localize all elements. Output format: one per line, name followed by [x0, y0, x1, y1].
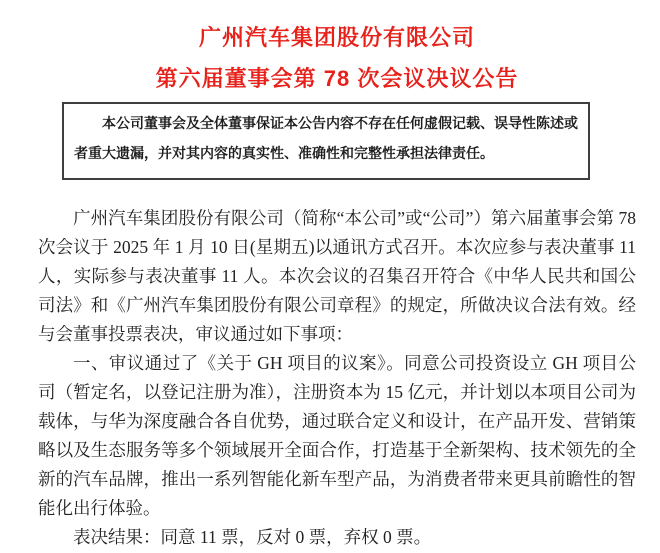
paragraph-meeting-info: 广州汽车集团股份有限公司（简称“本公司”或“公司”）第六届董事会第 78 次会议于 2025 年 1 月 10 日(星期五)以通讯方式召开。本次应参与表决董事 11 人，实际参与表决董事 11 人。本次会议的召集召开符合《中华人民共和国公司法》和《广州汽车集团股份有限公司章程》的规定，所做决议合法有效。经与会董事投票表决，审议通过如下事项： — [38, 208, 636, 344]
meeting-resolution-subtitle: 第六届董事会第 78 次会议决议公告 — [155, 66, 519, 91]
company-name-title: 广州汽车集团股份有限公司 — [198, 25, 475, 50]
document-header — [38, 26, 636, 91]
disclaimer-text: 本公司董事会及全体董事保证本公告内容不存在任何虚假记载、误导性陈述或者重大遗漏，并对其内容的真实性、准确性和完整性承担法律责任。 — [74, 117, 578, 162]
announcement-document — [0, 26, 660, 553]
document-body — [38, 204, 636, 552]
paragraph-gh-project-resolution: 一、审议通过了《关于 GH 项目的议案》。同意公司投资设立 GH 项目公司（暂定名，以登记注册为准），注册资本为 15 亿元，并计划以本项目公司为载体，与华为深度融合各自优势，通过联合定义和设计，在产品开发、营销策略以及生态服务等多个领域展开全面合作，打造基于全新架构、技术领先的全新的汽车品牌，推出一系列智能化新车型产品，为消费者带来更具前瞻性的智能化出行体验。 — [38, 353, 636, 518]
paragraph-vote-result: 表决结果：同意 11 票，反对 0 票，弃权 0 票。 — [73, 527, 432, 547]
disclaimer-box — [62, 102, 590, 180]
